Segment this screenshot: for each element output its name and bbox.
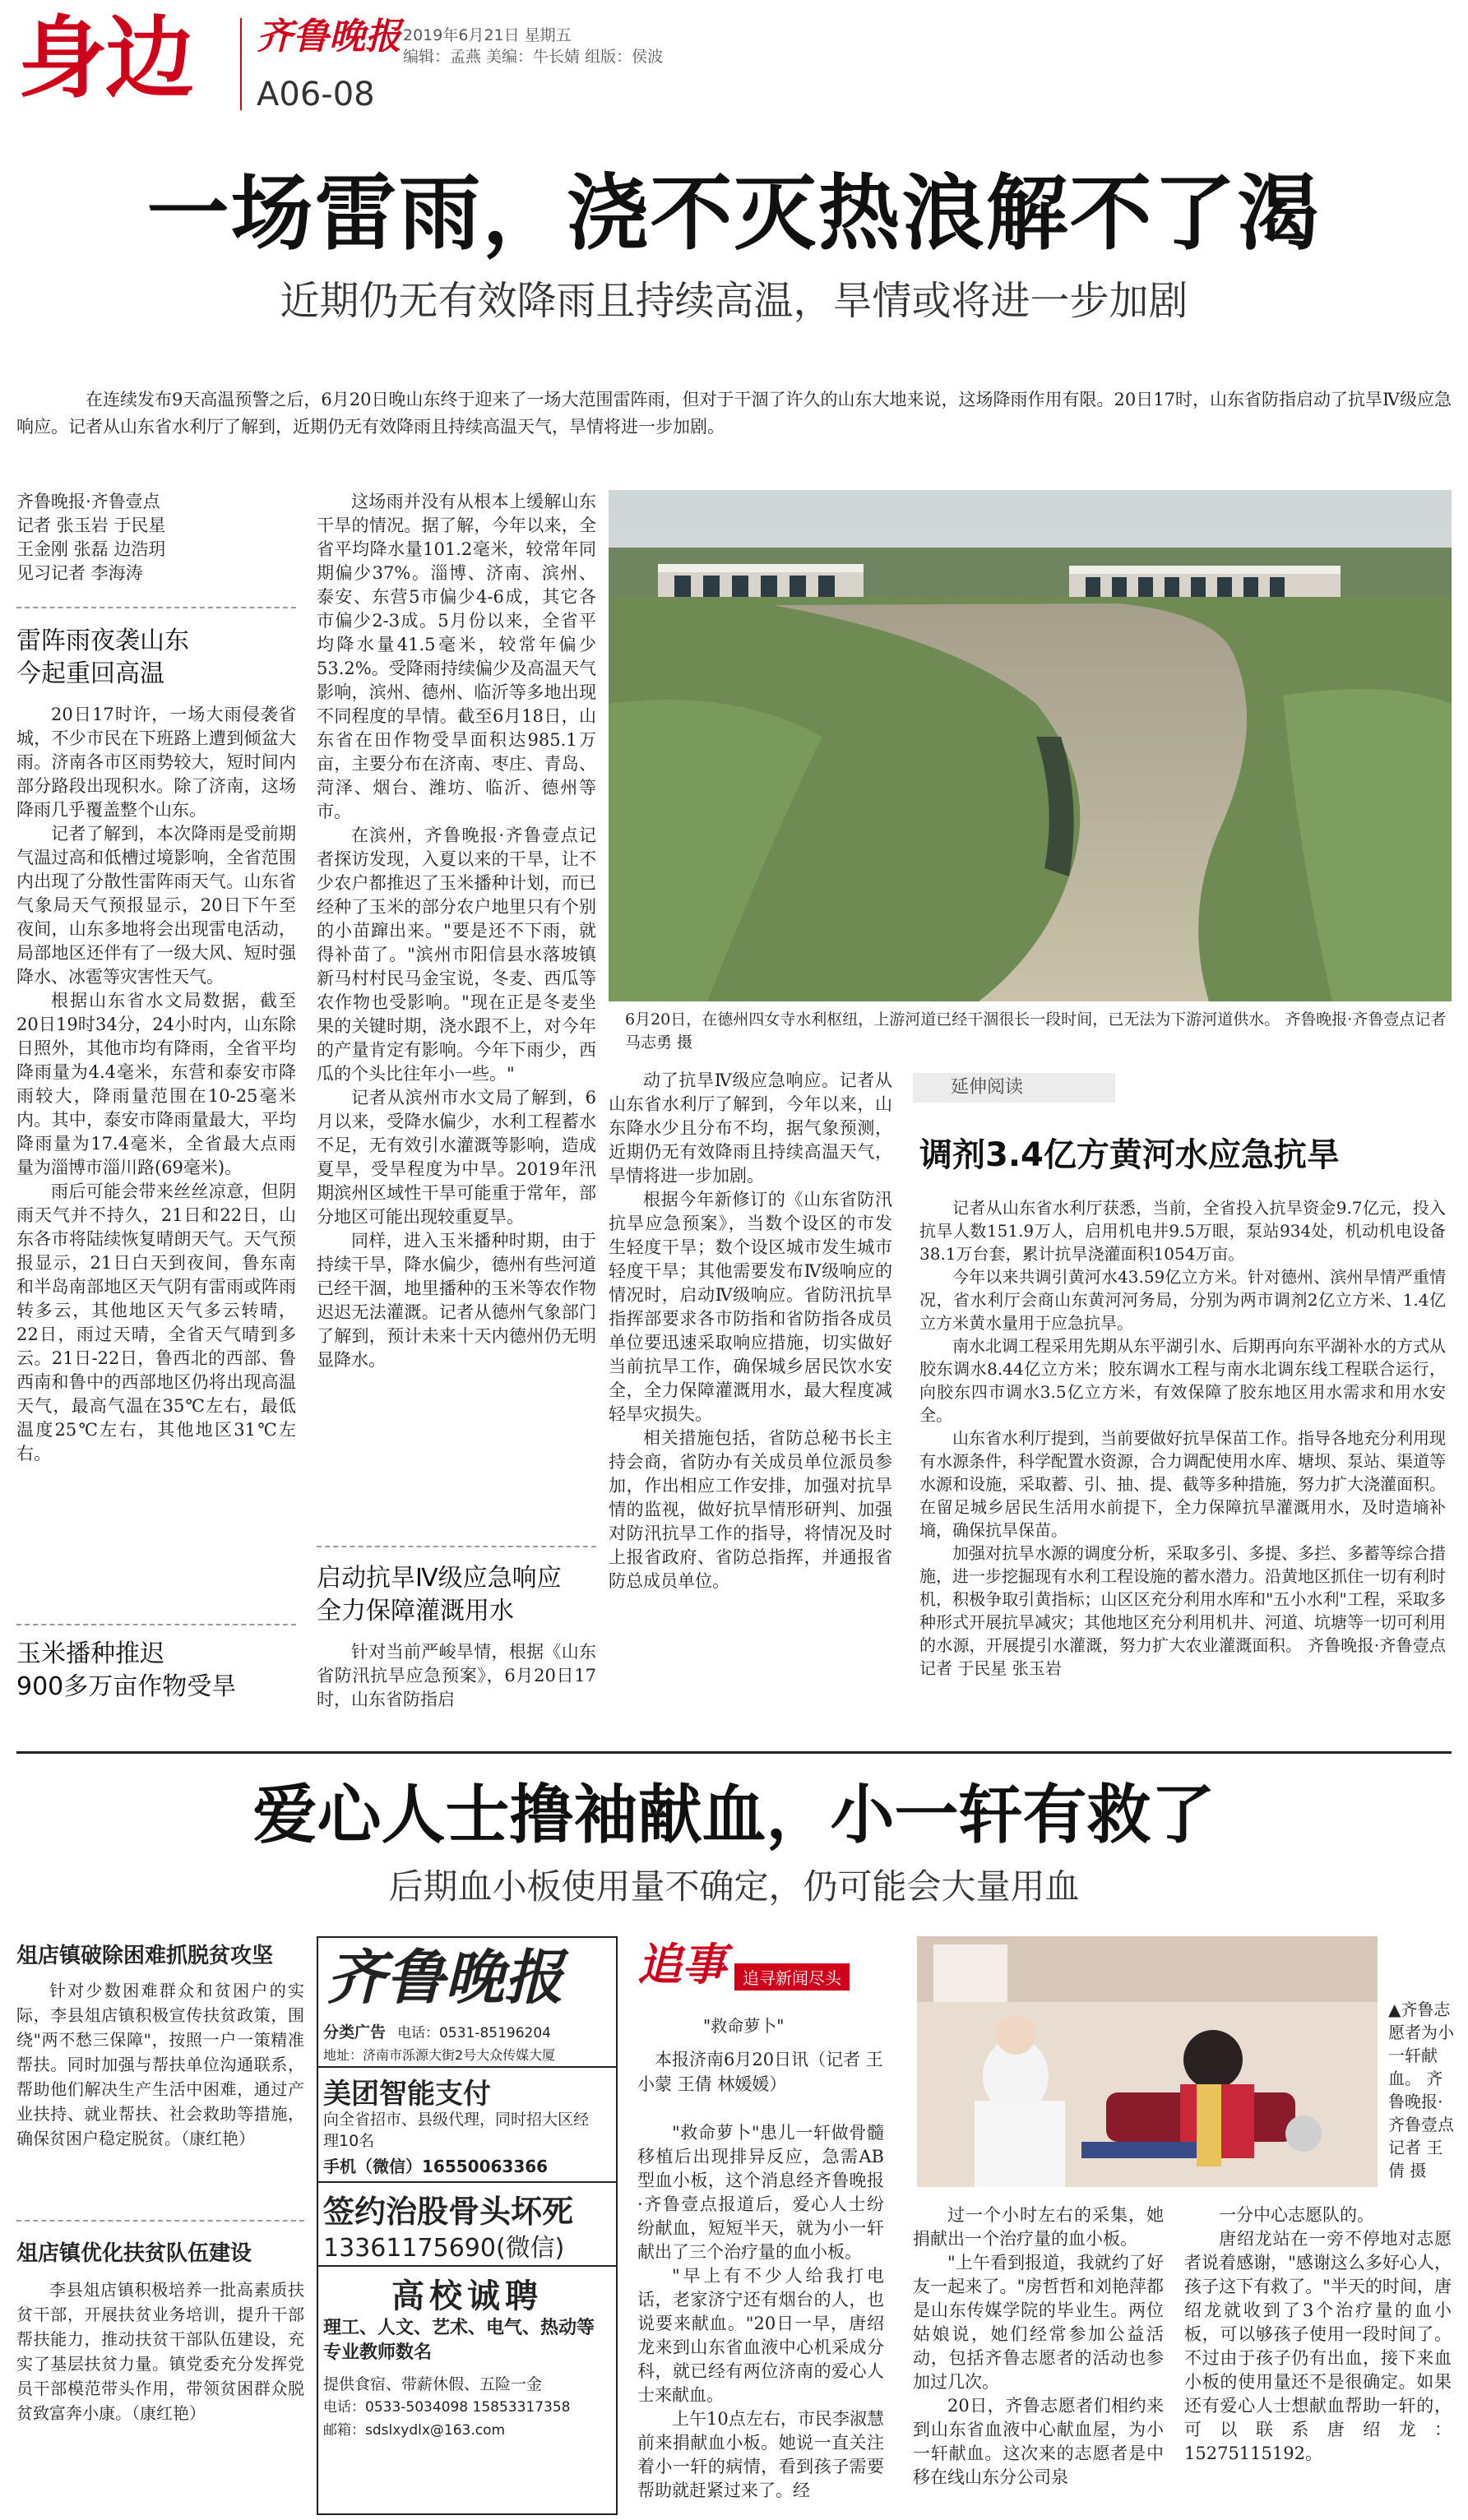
masthead: 齐鲁晚报 xyxy=(257,16,401,58)
briefs-column xyxy=(16,1932,304,2508)
subhead-3 xyxy=(317,1562,596,1628)
ad-meituan-phone: 手机（微信）16550063366 xyxy=(323,2157,549,2176)
paragraph: "上午看到报道，我就约了好友一起来了。"房哲哲和刘艳萍都是山东传媒学院的毕业生。两位姑娘说，她们经常参加公益活动，包括齐鲁志愿者的活动也参加过几次。 xyxy=(913,2253,1164,2392)
brief-text: 李县俎店镇积极培养一批高素质扶贫干部，开展扶贫业务培训，提升干部帮扶能力，推动扶贫干部队伍建设，充实了基层扶贫力量。镇党委充分发挥党员干部模范带头作用，带领贫困群众脱贫致富奔小康。 xyxy=(16,2280,304,2423)
paragraph: 雨后可能会带来丝丝凉意，但阴雨天气并不持久，21日和22日，山东各市将陆续恢复晴朗天气。天气预报显示，21日白天到夜间，鲁东南和半岛南部地区天气阴有雷雨或阵雨转多云，其他地区天气多云转晴，22日，雨过天晴，全省天气晴到多云。21日-22日，鲁西北的西部、鲁西南和鲁中的西部地区仍将出现高温天气，最高气温在35℃左右，最低温度25℃左右，其他地区31℃左右。 xyxy=(16,1181,296,1463)
zhuishi-logo xyxy=(637,1939,876,2004)
sidebar-tag: 延伸阅读 xyxy=(913,1073,1115,1103)
brief-body xyxy=(16,1978,304,2151)
paragraph: 上午10点左右，市民李淑慧前来捐献血小板。她说一直关注着小一轩的病情，看到孩子需要帮助就赶紧过来了。经 xyxy=(637,2409,884,2500)
logo-sub: 追寻新闻尽头 xyxy=(734,1963,850,1991)
paragraph: 一分中心志愿队的。 xyxy=(1219,2205,1374,2225)
paragraph: 在滨州，齐鲁晚报·齐鲁壹点记者探访发现，入夏以来的干旱，让不少农户都推迟了玉米播种计划，而已经种了玉米的部分农户地里只有个别的小苗蹿出来。"要是还不下雨，就得补苗了。"滨州市阳信县水落坡镇新马村村民马金宝说，冬麦、西瓜等农作物也受影响。"现在正是冬麦坐果的关键时期，浇水跟不上，对今年的产量肯定有影响。今年下雨少，西瓜的个头比往年小一些。" xyxy=(317,825,596,1084)
ad-meituan-title: 美团智能支付 xyxy=(323,2078,491,2111)
story2-column-2 xyxy=(913,2203,1164,2490)
paragraph: 记者从滨州市水文局了解到，6月以来，受降水偏少，水利工程蓄水不足，无有效引水灌溉等影响，造成夏旱，受旱程度为中旱。2019年汛期滨州区域性干旱可能重于常年，部分地区可能出现较重夏旱。 xyxy=(317,1088,596,1227)
paragraph: 山东省水利厅提到，当前要做好抗旱保苗工作。指导各地充分利用现有水源条件，科学配置水资源，合力调配使用水库、塘坝、泵站、渠道等水源和设施，采取蓄、引、抽、提、截等多种措施，努力扩大浇灌面积。在留足城乡居民生活用水前提下，全力保障抗旱灌溉用水，及时造墒补墒，确保抗旱保苗。 xyxy=(919,1428,1446,1540)
ad-meituan-body: 向全省招市、县级代理，同时招大区经理10名 xyxy=(323,2111,590,2150)
photo-illustration xyxy=(609,490,1452,1001)
divider xyxy=(317,1546,596,1547)
ad-treatment-phone: 13361175690(微信) xyxy=(323,2234,565,2263)
byline-line: 记者 张玉岩 于民星 xyxy=(16,516,166,535)
paragraph: 今年以来共调引黄河水43.59亿立方米。针对德州、滨州旱情严重情况，省水利厅会商山东黄河河务局，分别为两市调剂2亿立方米、1.4亿立方米黄水量用于应急抗旱。 xyxy=(919,1267,1446,1333)
subhead-line: 雷阵雨夜袭山东 xyxy=(16,627,189,655)
ad-divider xyxy=(318,2066,616,2068)
story2-column-3 xyxy=(1184,2203,1452,2466)
story2-byline: 本报济南6月20日讯（记者 王小蒙 王倩 林媛媛） xyxy=(637,2050,883,2094)
paragraph: 20日，齐鲁志愿者们相约来到山东省血液中心献血屋，为小一轩献血。这次来的志愿者是中移在线山东分公司泉 xyxy=(913,2396,1164,2487)
paragraph: 20日17时许，一场大雨侵袭省城，不少市民在下班路上遭到倾盆大雨。济南各市区雨势较大，短时间内部分路段出现积水。除了济南，这场降雨几乎覆盖整个山东。 xyxy=(16,705,296,820)
column-name: "救命萝卜" xyxy=(703,2016,785,2036)
paragraph: 动了抗旱Ⅳ级应急响应。记者从山东省水利厅了解到，今年以来，山东降水少且分布不均，据气象预测，近期仍无有效降雨且持续高温天气，旱情将进一步加剧。 xyxy=(609,1070,892,1186)
story1-column-2 xyxy=(317,490,596,1372)
ad-divider xyxy=(318,2265,616,2267)
headline-1: 一场雷雨，浇不灭热浪解不了渴 xyxy=(146,165,1322,261)
ad-treatment-title: 签约治股骨头坏死 xyxy=(323,2194,574,2230)
subhead-line: 900多万亩作物受旱 xyxy=(16,1672,237,1701)
ad-masthead: 齐鲁晚报 xyxy=(326,1942,564,2012)
paragraph: 根据今年新修订的《山东省防汛抗旱应急预案》，当数个设区的市发生轻度干旱；数个设区城市发生城市轻度干旱；其他需要发布Ⅳ级响应的情况时，启动Ⅳ级响应。省防汛抗旱指挥部要求各市防指和省防指各成员单位要迅速采取响应措施，切实做好当前抗旱工作，确保城乡居民饮水安全，全力保障灌溉用水，最大程度减轻旱灾损失。 xyxy=(609,1190,892,1424)
ad-address: 地址：济南市泺源大街2号大众传媒大厦 xyxy=(323,2047,556,2063)
brief-source: （康红艳） xyxy=(132,2403,206,2423)
subhead-1 xyxy=(16,625,296,691)
ad-category: 分类广告 xyxy=(323,2023,387,2041)
brief-title: 俎店镇破除困难抓脱贫攻坚 xyxy=(16,1944,274,1968)
subhead-line: 全力保障灌溉用水 xyxy=(317,1597,514,1625)
header-divider xyxy=(240,18,242,110)
paragraph: 同样，进入玉米播种时期，由于持续干旱，降水偏少，德州有些河道已经干涸，地里播种的玉米等农作物迟迟无法灌溉。记者从德州气象部门了解到，预计未来十天内德州仍无明显降水。 xyxy=(317,1231,596,1370)
subhead-line: 玉米播种推迟 xyxy=(16,1639,164,1668)
header-date: 2019年6月21日 星期五 xyxy=(403,26,572,44)
paragraph: "早上有不少人给我打电话，老家济宁还有烟台的人，也说要来献血。"20日一早，唐绍龙来到山东省血液中心机采成分科，就已经有两位济南的爱心人士来献血。 xyxy=(637,2266,884,2405)
ad-category-row xyxy=(323,2020,611,2042)
byline-line: 王金刚 张磊 边浩玥 xyxy=(16,539,166,559)
subhead-line: 今起重回高温 xyxy=(16,659,164,688)
paragraph: 这场雨并没有从根本上缓解山东干旱的情况。据了解，今年以来，全省平均降水量101.2毫米，较常年同期偏少37%。淄博、济南、滨州、泰安、东营5市偏少4-6成，其它各市偏少2-3成。5月份以来，全省平均降水量41.5毫米，较常年偏少53.2%。受降雨持续偏少及高温天气影响，滨州、德州、临沂等多地出现不同程度的旱情。截至6月18日，山东省在田作物受旱面积达985.1万亩，主要分布在济南、枣庄、青岛、菏泽、烟台、潍坊、临沂、德州等市。 xyxy=(317,492,596,821)
story1-column-2b xyxy=(317,1640,596,1712)
brief-title: 俎店镇优化扶贫队伍建设 xyxy=(16,2241,252,2266)
brief-body xyxy=(16,2277,304,2425)
photo-illustration xyxy=(917,1936,1378,2187)
divider xyxy=(16,1624,296,1625)
subheadline-2: 后期血小板使用量不确定，仍可能会大量用血 xyxy=(388,1866,1080,1907)
byline-line: 见习记者 李海涛 xyxy=(16,563,143,583)
ad-job-title: 高校诚聘 xyxy=(391,2277,543,2315)
section-title: 身边 xyxy=(18,7,193,110)
brief-source: （康红艳） xyxy=(181,2129,255,2148)
paragraph: 相关措施包括，省防总秘书长主持会商，省防办有关成员单位派员参加，作出相应工作安排，加强对抗旱情的监视，做好抗旱情形研判、加强对防汛抗旱工作的指导，将情况及时上报省政府、省防总指挥，并通报省防总成员单位。 xyxy=(609,1428,892,1591)
story2-column-1 xyxy=(637,2121,884,2503)
paragraph: 加强对抗旱水源的调度分析，采取多引、多提、多拦、多蓄等综合措施，进一步挖掘现有水利工程设施的蓄水潜力。沿黄地区抓住一切有利时机，积极争取引黄指标；山区区充分利用水库和"五小水利"工程，采取多种形式开展抗旱减灾；其他地区充分利用机井、河道、坑塘等一切可利用的水源，开展提引水灌溉，努力扩大农业灌溉面积。 齐鲁晚报·齐鲁壹点记者 于民星 张玉岩 xyxy=(919,1543,1446,1678)
headline-2: 爱心人士撸袖献血，小一轩有救了 xyxy=(252,1778,1216,1852)
subheadline-1: 近期仍无有效降雨且持续高温，旱情或将进一步加剧 xyxy=(280,278,1188,324)
ad-divider xyxy=(318,2181,616,2183)
divider xyxy=(16,607,296,608)
byline-1 xyxy=(16,490,296,585)
story1-column-1 xyxy=(16,703,296,1466)
header-staff: 编辑：孟燕 美编：牛长婧 组版：侯波 xyxy=(403,48,664,66)
paragraph: 记者了解到，本次降雨是受前期气温过高和低槽过境影响，全省范围内出现了分散性雷阵雨天气。山东省气象局天气预报显示，20日下午至夜间，山东多地将会出现雷电活动，局部地区还伴有了一级大风、短时强降水、冰雹等灾害性天气。 xyxy=(16,824,296,987)
subhead-2 xyxy=(16,1638,296,1704)
ad-job-mail: 邮箱：sdslxydlx@163.com xyxy=(323,2422,506,2439)
paragraph: 针对当前严峻旱情，根据《山东省防汛抗旱应急预案》，6月20日17时，山东省防指启 xyxy=(317,1642,596,1709)
paragraph: 过一个小时左右的采集，她捐献出一个治疗量的血小板。 xyxy=(913,2205,1164,2249)
classified-ad xyxy=(317,1936,618,2515)
paragraph: "救命萝卜"患儿一轩做骨髓移植后出现排异反应，急需AB型血小板，这个消息经齐鲁晚报·齐鲁壹点报道后，爱心人士纷纷献血，短短半天，就为小一轩献出了三个治疗量的血小板。 xyxy=(637,2123,884,2262)
brief-text: 针对少数困难群众和贫困户的实际，李县俎店镇积极宣传扶贫政策，围绕"两不愁三保障"，按照一户一策精准帮扶。同时加强与帮扶单位沟通联系，帮助他们解决生产生活中困难，通过产业扶持、就业帮扶、社会救助等措施，确保贫困户稳定脱贫。 xyxy=(16,1981,304,2148)
story1-column-3 xyxy=(609,1069,892,1593)
photo-caption: 6月20日，在德州四女寺水利枢纽，上游河道已经干涸很长一段时间，已无法为下游河道供水。 齐鲁晚报·齐鲁壹点记者 马志勇 摄 xyxy=(625,1010,1447,1052)
ad-phone: 电话：0531-85196204 xyxy=(397,2025,551,2041)
paragraph: 南水北调工程采用先期从东平湖引水、后期再向东平湖补水的方式从胶东调水8.44亿立方米；胶东调水工程与南水北调东线工程联合运行，向胶东四市调水3.5亿立方米，有效保障了胶东地区用水需求和用水安全。 xyxy=(919,1336,1446,1425)
sidebar-box xyxy=(913,1073,1452,1796)
page-number: A06-08 xyxy=(257,76,375,113)
section-divider xyxy=(16,1751,1452,1754)
byline-line: 齐鲁晚报·齐鲁壹点 xyxy=(16,492,160,511)
subhead-line: 启动抗旱Ⅳ级应急响应 xyxy=(317,1564,562,1593)
logo-text: 追事 xyxy=(637,1939,726,1991)
lead-paragraph: 在连续发布9天高温预警之后，6月20日晚山东终于迎来了一场大范围雷阵雨，但对于干涸了许久的山东大地来说，这场降雨作用有限。20日17时，山东省防指启动了抗旱Ⅳ级应急响应。记者从山东省水利厅了解到，近期仍无有效降雨且持续高温天气，旱情将进一步加剧。 xyxy=(16,390,1452,437)
sidebar-title: 调剂3.4亿方黄河水应急抗旱 xyxy=(919,1136,1340,1174)
ad-job-benefit: 提供食宿、带薪休假、五险一金 xyxy=(323,2375,543,2393)
divider xyxy=(16,2220,304,2222)
donation-photo-caption: ▲齐鲁志愿者为小一轩献血。 齐鲁晚报·齐鲁壹点记者 王倩 摄 xyxy=(1388,2000,1454,2180)
sidebar-body xyxy=(919,1196,1446,1680)
drought-photo xyxy=(609,490,1452,1001)
paragraph: 根据山东省水文局数据，截至20日19时34分，24小时内，山东除日照外，其他市均有降雨，全省平均降雨量为4.4毫米，东营和泰安市降雨较大，降雨量范围在10-25毫米内。其中，泰安市降雨量最大，平均降雨量为17.4毫米，全省最大点雨量为淄博市淄川路(69毫米)。 xyxy=(16,991,296,1177)
paragraph: 记者从山东省水利厅获悉，当前，全省投入抗旱资金9.7亿元，投入抗旱人数151.9万人，启用机电井9.5万眼，泵站934处，机动机电设备38.1万台套，累计抗旱浇灌面积1054万亩。 xyxy=(919,1198,1446,1264)
ad-job-phone: 电话：0533-5034098 15853317358 xyxy=(323,2399,571,2416)
paragraph: 唐绍龙站在一旁不停地对志愿者说着感谢，"感谢这么多好心人，孩子这下有救了。"半天的时间，唐绍龙就收到了3个治疗量的血小板，可以够孩子使用一段时间了。不过由于孩子仍有出血，接下来血小板的使用量还不是很确定。如果还有爱心人士想献血帮助一轩的，可以联系唐绍龙：15275115192。 xyxy=(1184,2229,1452,2463)
donation-photo xyxy=(917,1936,1378,2187)
ad-job-body: 理工、人文、艺术、电气、热动等专业教师数名 xyxy=(323,2318,595,2363)
